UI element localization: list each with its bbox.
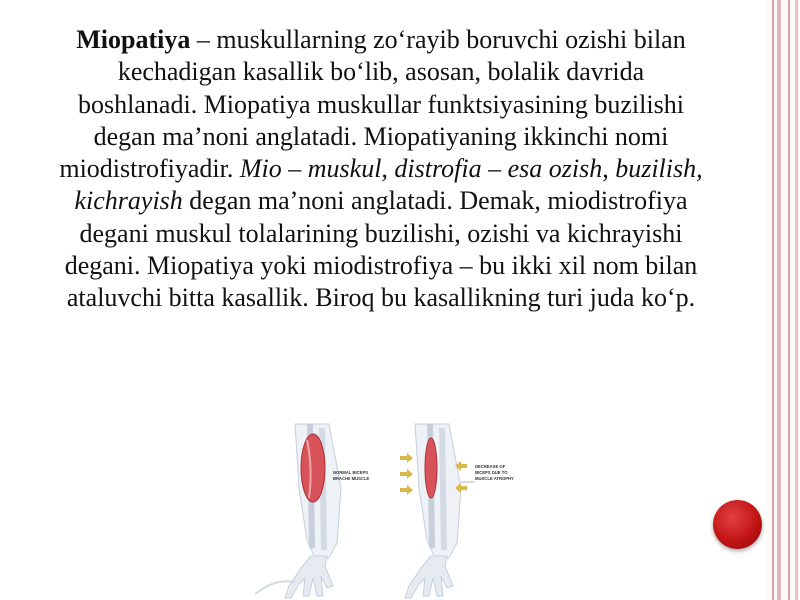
normal-biceps-label-line1: NORMAL BICEPS	[333, 470, 369, 475]
text-segment: ,	[602, 154, 616, 184]
atrophy-label-line3: MUSCLE ATROPHY	[475, 476, 514, 481]
arrow-icon	[400, 453, 413, 463]
atrophy-label-line1: DECREASE OF	[475, 464, 506, 469]
atrophied-biceps-muscle	[425, 438, 437, 498]
normal-biceps-muscle	[301, 434, 325, 502]
italic-segment: buzilish, kichrayish	[74, 154, 703, 216]
text-segment: degan maʼnoni anglatadi. Demak, miodistrofiya degani muskul tolalarining buzilishi, ozishi va kichrayishi degani. Miopatiya yoki miodistrofiya – bu ikki xil nom bilan ataluvchi bitta kasallik. Biroq bu kasallikning turi juda koʻp.	[64, 186, 698, 313]
border-line	[777, 0, 781, 600]
arm-muscle-illustration	[255, 418, 540, 600]
red-circle-decoration	[713, 500, 762, 549]
normal-biceps-label-line2: BRACHII MUSCLE	[333, 476, 370, 481]
definition-paragraph	[58, 24, 704, 315]
atrophy-label-line2: BICEPS DUE TO	[475, 470, 508, 475]
text-segment: – muskullarning zoʻrayib boruvchi ozishi bilan kechadigan kasallik boʻlib, asosan, bolalik davrida boshlanadi. Miopatiya muskullar funktsiyasining buzilishi degan maʼnoni anglatadi. Miopatiyaning ikkinchi nomi miodistrofiyadir.	[59, 25, 686, 184]
border-line	[795, 0, 798, 600]
normal-arm	[255, 424, 369, 598]
italic-segment: Mio – muskul, distrofia – esa ozish	[239, 154, 603, 184]
arrow-icon	[400, 485, 413, 495]
border-line	[772, 0, 774, 600]
arrow-icon	[400, 469, 413, 479]
border-line	[788, 0, 790, 600]
term-miopatiya: Miopatiya	[76, 25, 191, 54]
atrophied-arm	[405, 424, 514, 598]
decorative-border	[766, 0, 800, 600]
